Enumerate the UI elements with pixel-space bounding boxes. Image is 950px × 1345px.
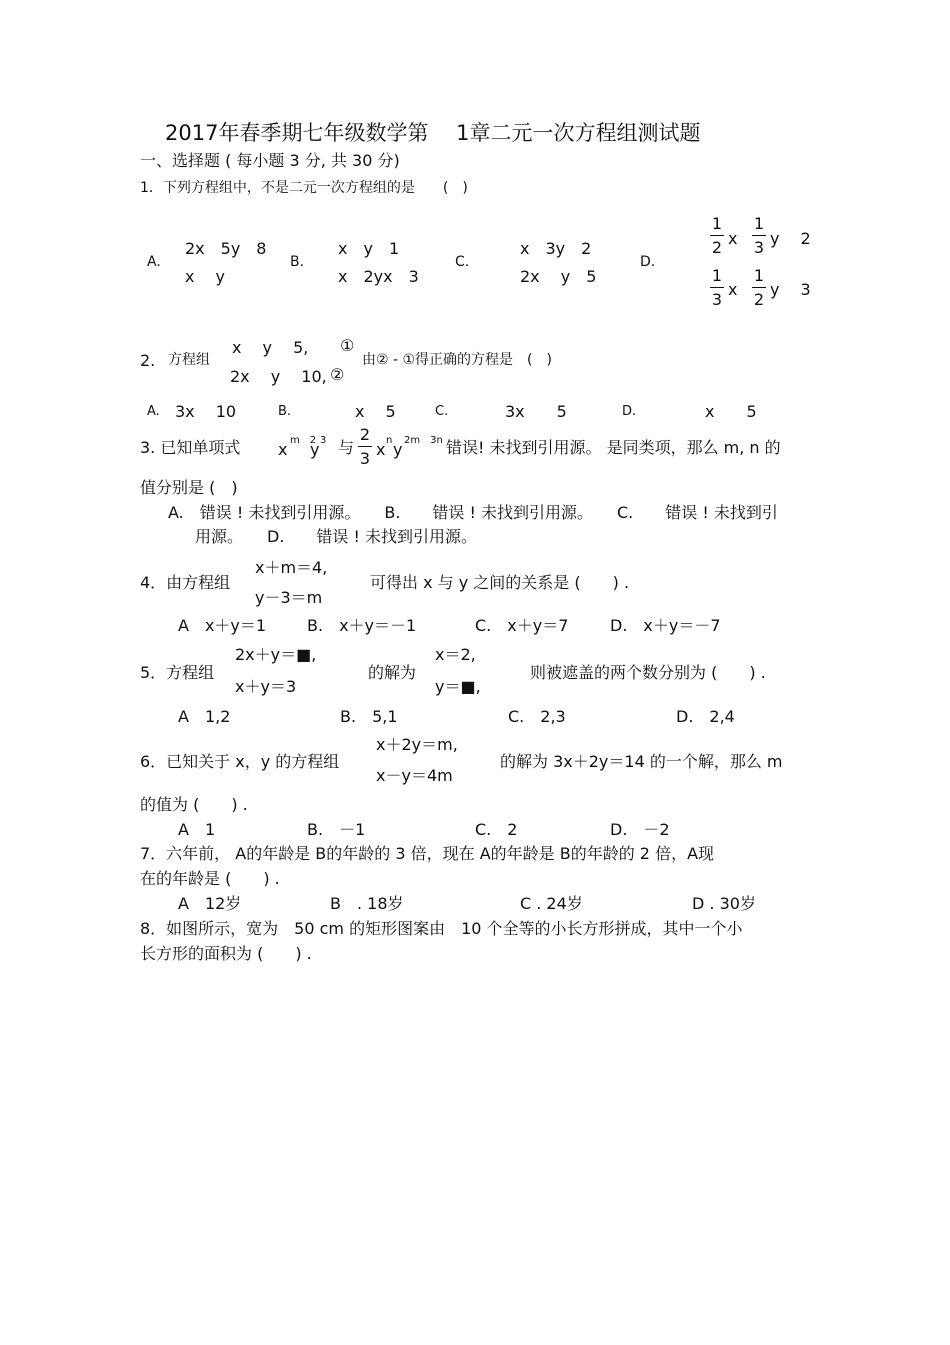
question-text: 的值为 ( ) . bbox=[140, 795, 248, 814]
exponent: m 2 bbox=[290, 435, 317, 446]
question-text: 与 bbox=[338, 438, 355, 457]
denominator: 2 bbox=[753, 290, 765, 309]
option-c: C. 2,3 bbox=[508, 707, 566, 726]
exponent: n bbox=[386, 435, 393, 446]
equation: x＋2y＝m, bbox=[376, 735, 458, 754]
equation: x y bbox=[185, 267, 226, 286]
option-a: A 12岁 bbox=[178, 894, 242, 913]
option-d: D. x＋y＝－7 bbox=[610, 616, 721, 635]
option-label-b: B. bbox=[278, 404, 292, 419]
equation: 2x＋y＝■, bbox=[235, 645, 317, 664]
denominator: 3 bbox=[359, 449, 371, 468]
option-d: D . 30岁 bbox=[692, 894, 756, 913]
variable: y bbox=[310, 440, 320, 459]
option-b: x 5 bbox=[355, 402, 396, 421]
equation: x＝2, bbox=[435, 645, 476, 664]
circled-number: ① bbox=[340, 336, 355, 355]
option-b: B. 5,1 bbox=[340, 707, 398, 726]
equation: y 2 bbox=[770, 229, 811, 248]
question-text: 5．方程组 bbox=[140, 663, 215, 682]
question-text: 值分别是 ( ) bbox=[140, 478, 238, 497]
question-text: 3. 已知单项式 bbox=[140, 438, 241, 457]
equation: y 3 bbox=[770, 280, 811, 299]
question-text: 由② - ①得正确的方程是 ( ) bbox=[362, 352, 552, 368]
question-stem: 1．下列方程组中，不是二元一次方程组的是 ( ) bbox=[140, 180, 468, 196]
option-a: A x＋y＝1 bbox=[178, 616, 267, 635]
option-b: B . 18岁 bbox=[330, 894, 404, 913]
fraction bbox=[710, 216, 724, 256]
question-text: 的解为 3x＋2y＝14 的一个解，那么 m bbox=[500, 752, 783, 771]
circled-number: ② bbox=[330, 365, 345, 384]
equation: x bbox=[728, 280, 738, 299]
equation: x 3y 2 bbox=[520, 239, 592, 258]
equation: x bbox=[728, 229, 738, 248]
numerator: 1 bbox=[753, 214, 765, 233]
option-c: C . 24岁 bbox=[520, 894, 583, 913]
question-text: 则被遮盖的两个数分别为 ( ) . bbox=[530, 663, 766, 682]
exponent: 2m 3n bbox=[404, 435, 443, 446]
section-heading: 一、选择题 ( 每小题 3 分, 共 30 分) bbox=[140, 151, 400, 170]
question-text: 在的年龄是 ( ) . bbox=[140, 869, 280, 888]
denominator: 2 bbox=[711, 238, 723, 257]
options-line: 用源。 D. 错误 ! 未找到引用源。 bbox=[195, 527, 477, 546]
equation: y＝■, bbox=[435, 677, 481, 696]
variable: x bbox=[376, 440, 386, 459]
option-label-d: D. bbox=[622, 404, 637, 419]
option-d: D. 2,4 bbox=[676, 707, 735, 726]
equation: x y 5, bbox=[232, 338, 309, 357]
equation: x 2yx 3 bbox=[338, 267, 419, 286]
question-text: 7．六年前， A的年龄是 B的年龄的 3 倍，现在 A的年龄是 B的年龄的 2 倍，A现 bbox=[140, 844, 715, 863]
option-label-b: B. bbox=[290, 254, 305, 270]
variable: x bbox=[278, 440, 288, 459]
equation: x＋m＝4, bbox=[255, 558, 328, 577]
question-text: 长方形的面积为 ( ) . bbox=[140, 944, 312, 963]
exponent: 3 bbox=[320, 435, 327, 446]
equation: x＋y＝3 bbox=[235, 677, 297, 696]
question-text: 可得出 x 与 y 之间的关系是 ( ) . bbox=[370, 573, 630, 592]
option-c: C. x＋y＝7 bbox=[475, 616, 569, 635]
option-label-c: C. bbox=[435, 404, 449, 419]
denominator: 3 bbox=[711, 290, 723, 309]
option-label-a: A. bbox=[147, 404, 160, 419]
option-a: 3x 10 bbox=[175, 402, 237, 421]
equation: 2x y 10, bbox=[230, 367, 327, 386]
option-label-c: C. bbox=[455, 254, 470, 270]
variable: y bbox=[393, 440, 403, 459]
question-text: 8．如图所示，宽为 50 cm 的矩形图案由 10 个全等的小长方形拼成，其中一个小 bbox=[140, 919, 743, 938]
fraction bbox=[710, 268, 724, 308]
numerator: 1 bbox=[711, 266, 723, 285]
option-c: 3x 5 bbox=[505, 402, 567, 421]
option-label-a: A. bbox=[147, 254, 161, 270]
denominator: 3 bbox=[753, 238, 765, 257]
numerator: 2 bbox=[359, 425, 371, 444]
option-a: A 1,2 bbox=[178, 707, 231, 726]
equation: x－y＝4m bbox=[376, 766, 453, 785]
option-b: B. x＋y＝－1 bbox=[307, 616, 417, 635]
question-number: 2. bbox=[140, 351, 156, 370]
equation: 2x 5y 8 bbox=[185, 239, 267, 258]
question-text: 的解为 bbox=[368, 663, 417, 682]
option-label-d: D. bbox=[640, 254, 656, 270]
option-b: B. －1 bbox=[307, 820, 366, 839]
fraction bbox=[752, 268, 766, 308]
equation: y－3＝m bbox=[255, 588, 323, 607]
option-d: x 5 bbox=[705, 402, 757, 421]
question-text: 方程组 bbox=[168, 352, 210, 368]
equation: x y 1 bbox=[338, 239, 400, 258]
question-text: 6．已知关于 x，y 的方程组 bbox=[140, 752, 340, 771]
fraction bbox=[358, 427, 372, 467]
option-a: A 1 bbox=[178, 820, 216, 839]
fraction bbox=[752, 216, 766, 256]
option-d: D. －2 bbox=[610, 820, 670, 839]
equation: 2x y 5 bbox=[520, 267, 597, 286]
option-c: C. 2 bbox=[475, 820, 518, 839]
options-line: A. 错误 ! 未找到引用源。 B. 错误 ! 未找到引用源。 C. 错误 ! 未找到引 bbox=[168, 503, 778, 522]
page-title: 2017年春季期七年级数学第 1章二元一次方程组测试题 bbox=[165, 121, 701, 145]
question-text: 错误! 未找到引用源。 是同类项，那么 m, n 的 bbox=[446, 438, 781, 457]
numerator: 1 bbox=[711, 214, 723, 233]
numerator: 1 bbox=[753, 266, 765, 285]
question-text: 4．由方程组 bbox=[140, 573, 231, 592]
